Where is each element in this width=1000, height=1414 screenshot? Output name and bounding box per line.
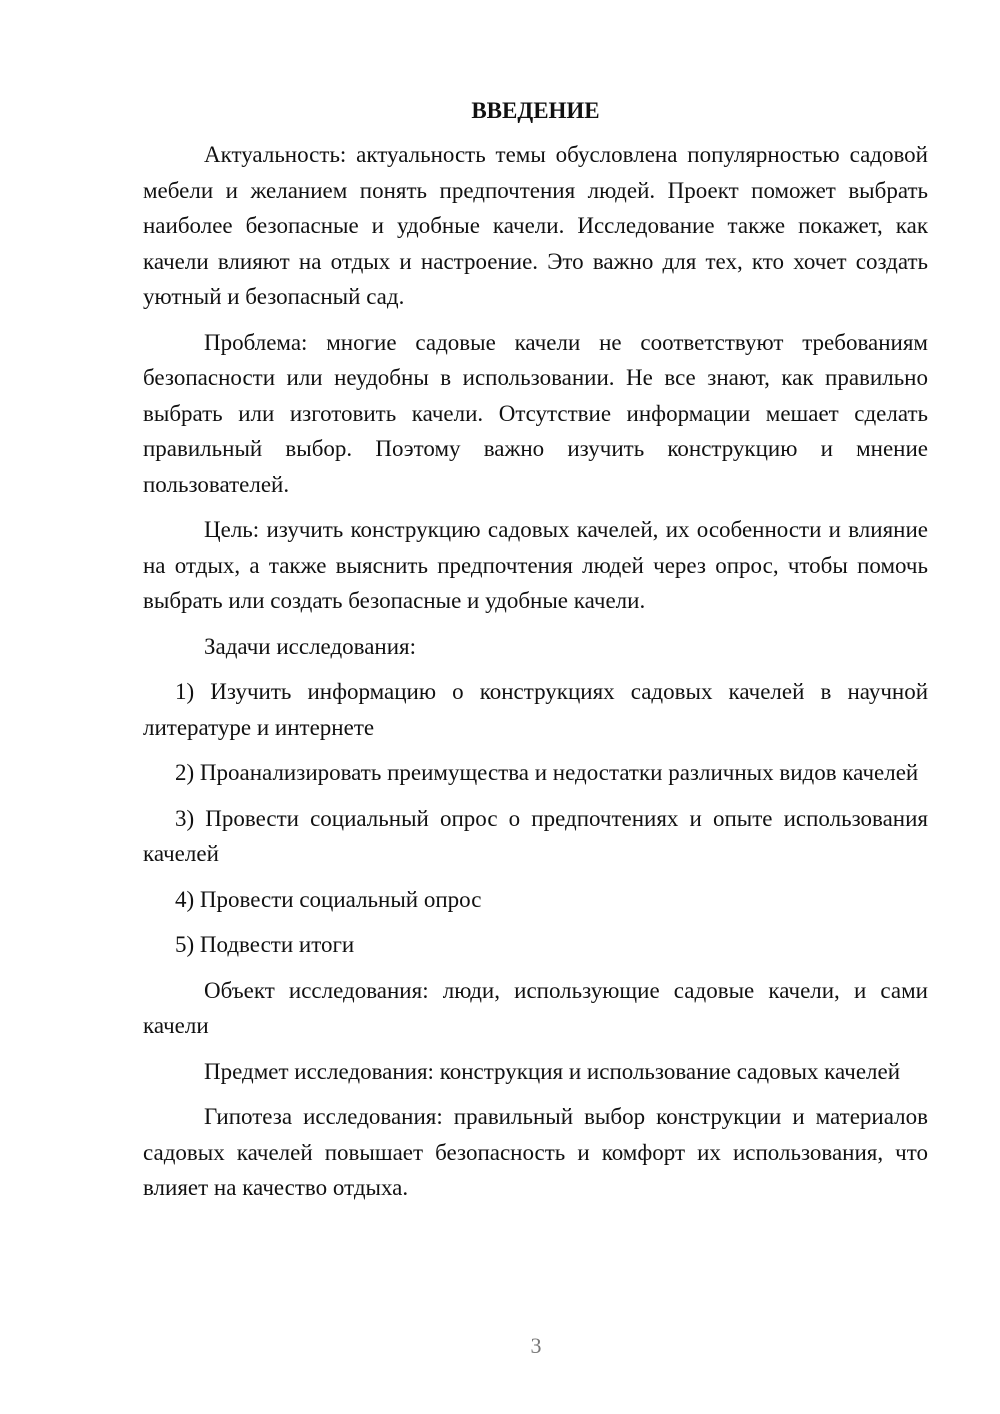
- tasks-heading: Задачи исследования:: [204, 633, 417, 659]
- task-item-4: 4) Провести социальный опрос: [175, 886, 482, 912]
- page-number: 3: [530, 1333, 542, 1358]
- page-content: [143, 96, 928, 1206]
- task-item-2: 2) Проанализировать преимущества и недостатки различных видов качелей: [175, 760, 919, 785]
- task-item-1: 1) Изучить информацию о конструкциях садовых качелей в научной литературе и интернете: [143, 679, 928, 740]
- relevance-paragraph: Актуальность: актуальность темы обусловлена популярностью садовой мебели и желанием понять предпочтения людей. Проект поможет выбрать наиболее безопасные и удобные качели. Исследование также покажет, как качели влияют на отдых и настроение. Это важно для тех, кто хочет создать уютный и безопасный сад.: [143, 142, 928, 309]
- task-item-5: 5) Подвести итоги: [175, 932, 355, 957]
- subject-paragraph: Предмет исследования: конструкция и использование садовых качелей: [204, 1058, 901, 1084]
- section-title: ВВЕДЕНИЕ: [471, 98, 600, 123]
- hypothesis-paragraph: Гипотеза исследования: правильный выбор конструкции и материалов садовых качелей повышает безопасность и комфорт их использования, что влияет на качество отдыха.: [143, 1104, 928, 1200]
- task-item-3: 3) Провести социальный опрос о предпочтениях и опыте использования качелей: [143, 805, 928, 866]
- problem-paragraph: Проблема: многие садовые качели не соответствуют требованиям безопасности или неудобны в использовании. Не все знают, как правильно выбрать или изготовить качели. Отсутствие информации мешает сделать правильный выбор. Поэтому важно изучить конструкцию и мнение пользователей.: [143, 329, 928, 497]
- object-paragraph: Объект исследования: люди, использующие садовые качели, и сами качели: [143, 977, 928, 1038]
- goal-paragraph: Цель: изучить конструкцию садовых качелей, их особенности и влияние на отдых, а также выяснить предпочтения людей через опрос, чтобы помочь выбрать или создать безопасные и удобные качели.: [143, 517, 928, 613]
